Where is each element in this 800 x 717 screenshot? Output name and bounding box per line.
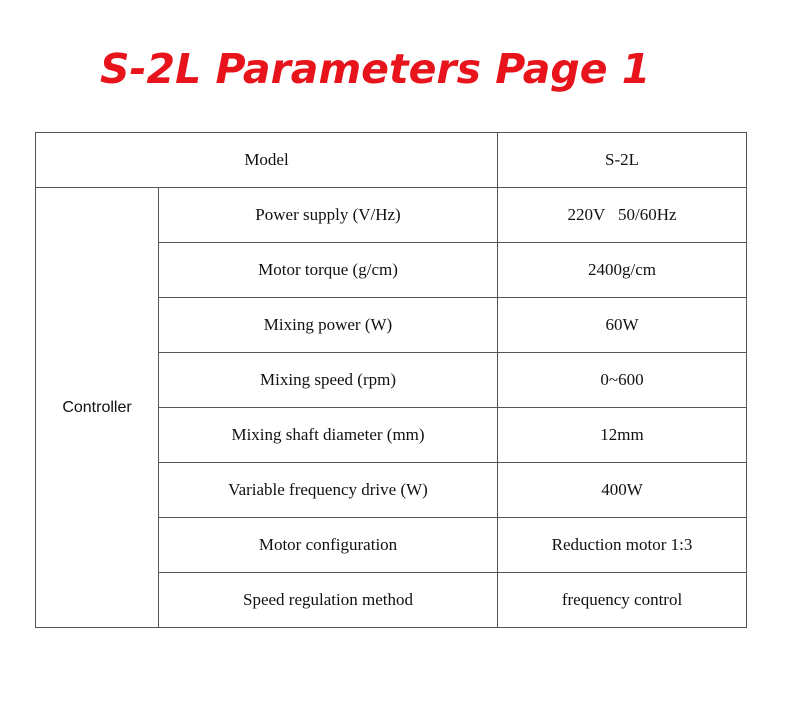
controller-group-cell: Controller [36, 188, 159, 628]
param-value-cell: 0~600 [498, 353, 747, 408]
param-name-cell: Motor configuration [159, 518, 498, 573]
param-name-cell: Variable frequency drive (W) [159, 463, 498, 518]
param-value-cell: 220V 50/60Hz [498, 188, 747, 243]
table-row [36, 188, 747, 243]
param-value-cell: Reduction motor 1:3 [498, 518, 747, 573]
param-value-cell: 60W [498, 298, 747, 353]
param-value-cell: 12mm [498, 408, 747, 463]
model-value-cell: S-2L [498, 133, 747, 188]
param-name-cell: Mixing speed (rpm) [159, 353, 498, 408]
param-name-cell: Mixing power (W) [159, 298, 498, 353]
model-label-cell: Model [36, 133, 498, 188]
table-header-row [36, 133, 747, 188]
param-value-cell: 400W [498, 463, 747, 518]
param-name-cell: Motor torque (g/cm) [159, 243, 498, 298]
parameters-table [35, 132, 747, 628]
page-title: S-2L Parameters Page 1 [100, 45, 651, 93]
param-value-cell: frequency control [498, 573, 747, 628]
param-value-cell: 2400g/cm [498, 243, 747, 298]
param-name-cell: Mixing shaft diameter (mm) [159, 408, 498, 463]
param-name-cell: Speed regulation method [159, 573, 498, 628]
param-name-cell: Power supply (V/Hz) [159, 188, 498, 243]
